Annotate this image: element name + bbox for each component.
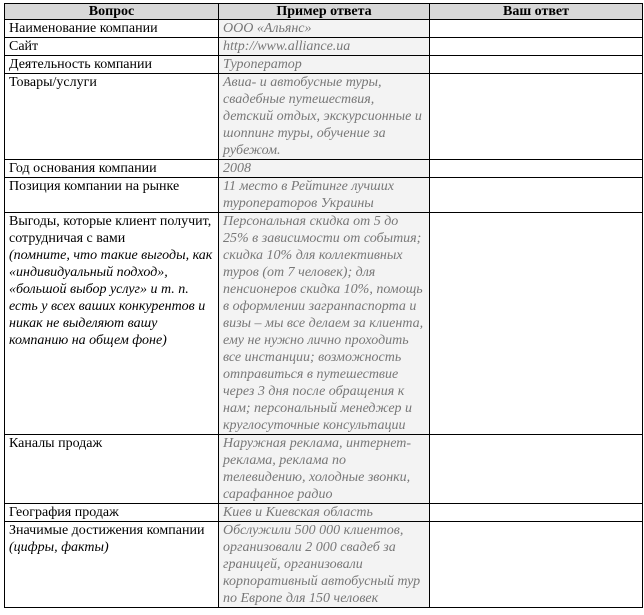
answer-cell[interactable] <box>430 38 643 56</box>
table-row <box>5 20 643 38</box>
question-text: Выгоды, которые клиент получит, сотрудничая с вами <box>9 214 212 246</box>
question-cell: География продаж <box>5 504 219 522</box>
question-cell: Деятельность компании <box>5 56 219 74</box>
answer-cell[interactable] <box>430 435 643 504</box>
question-cell: Позиция компании на рынке <box>5 178 219 213</box>
table-row <box>5 522 643 608</box>
table-row <box>5 504 643 522</box>
example-cell: Авиа- и автобусные туры, свадебные путешествия, детский отдых, экскурсионные и шоппинг туры, обучение за рубежом. <box>219 74 430 160</box>
answer-cell[interactable] <box>430 160 643 178</box>
example-cell: Киев и Киевская область <box>219 504 430 522</box>
header-question: Вопрос <box>5 4 219 20</box>
question-hint: (помните, что такие выгоды, как «индивидуальный подход», «большой выбор услуг» и т. п. есть у всех ваших конкурентов и никак не выделяют вашу компанию на общем фоне) <box>9 248 213 348</box>
question-cell: Товары/услуги <box>5 74 219 160</box>
answer-cell[interactable] <box>430 213 643 435</box>
answer-cell[interactable] <box>430 56 643 74</box>
table-row <box>5 213 643 435</box>
answer-cell[interactable] <box>430 20 643 38</box>
header-row <box>5 4 643 20</box>
table-row <box>5 38 643 56</box>
table-row <box>5 178 643 213</box>
header-your-answer: Ваш ответ <box>430 4 643 20</box>
table-row <box>5 160 643 178</box>
question-text: Значимые достижения компании <box>9 523 205 538</box>
example-cell: ООО «Альянс» <box>219 20 430 38</box>
question-cell: Сайт <box>5 38 219 56</box>
question-cell: Год основания компании <box>5 160 219 178</box>
answer-cell[interactable] <box>430 74 643 160</box>
answer-cell[interactable] <box>430 504 643 522</box>
example-cell: Персональная скидка от 5 до 25% в зависимости от события; скидка 10% для коллективных туров (от 7 человек); для пенсионеров скидка 10%, помощь в оформлении загранпаспорта и визы – мы все делаем за клиента, ему не нужно лично проходить все инстанции; возможность отправиться в путешествие через 3 дня после обращения к нам; персональный менеджер и круглосуточные консультации <box>219 213 430 435</box>
question-cell: Каналы продаж <box>5 435 219 504</box>
table-row <box>5 56 643 74</box>
example-cell: 2008 <box>219 160 430 178</box>
answer-cell[interactable] <box>430 178 643 213</box>
table-row <box>5 435 643 504</box>
example-cell: Обслужили 500 000 клиентов, организовали 2 000 свадеб за границей, организовали корпоративный автобусный тур по Европе для 150 человек <box>219 522 430 608</box>
example-cell: 11 место в Рейтинге лучших туроператоров Украины <box>219 178 430 213</box>
question-cell <box>5 522 219 608</box>
table-row <box>5 74 643 160</box>
example-cell: Туроператор <box>219 56 430 74</box>
question-cell: Наименование компании <box>5 20 219 38</box>
question-cell <box>5 213 219 435</box>
example-cell: http://www.alliance.ua <box>219 38 430 56</box>
example-cell: Наружная реклама, интернет-реклама, реклама по телевидению, холодные звонки, сарафанное радио <box>219 435 430 504</box>
answer-cell[interactable] <box>430 522 643 608</box>
questionnaire-table <box>4 3 643 608</box>
header-example: Пример ответа <box>219 4 430 20</box>
question-hint: (цифры, факты) <box>9 540 109 555</box>
